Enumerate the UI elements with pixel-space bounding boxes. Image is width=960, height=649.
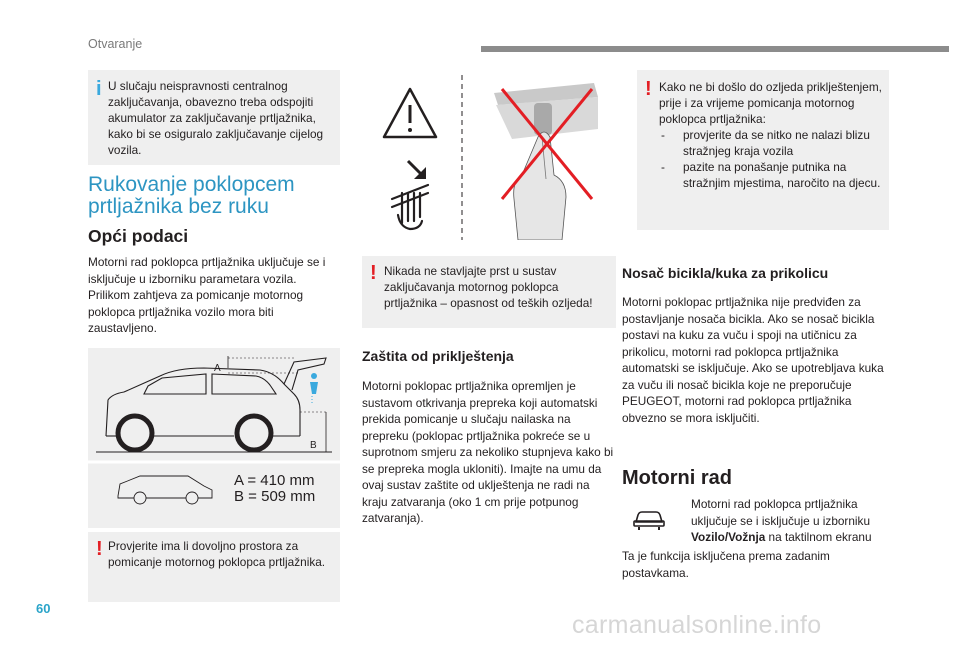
warning-intro: Kako ne bi došlo do ozljeda priklještenjem, prije i za vrijeme pomicanja motornog poklopca prtljažnika: bbox=[659, 80, 882, 126]
motor-heading: Motorni rad bbox=[622, 467, 732, 489]
motor-text-pre: Motorni rad poklopca prtljažnika uključuje se i isključuje u izborniku bbox=[691, 497, 871, 528]
pinch-warning-illustration bbox=[362, 75, 616, 240]
motor-text bbox=[691, 496, 887, 546]
warning-icon: ! bbox=[96, 538, 103, 560]
motor-text-post: na taktilnom ekranu bbox=[765, 530, 872, 544]
dim-b-label: B bbox=[310, 440, 317, 451]
watermark: carmanualsonline.info bbox=[572, 611, 822, 639]
info-box-text: U slučaju neispravnosti centralnog zaključavanja, obavezno treba odspojiti akumulator za zaključavanje prtljažnika, kako bi se osiguralo zaključavanje cijelog vozila. bbox=[108, 79, 324, 157]
bike-carrier-heading: Nosač bicikla/kuka za prikolicu bbox=[622, 265, 829, 281]
bike-carrier-text: Motorni poklopac prtljažnika nije predviđen za postavljanje nosača bicikla. Ako se nosač bicikla postavi na kuku za vuču i spoji na utičnicu za prikolicu, motorni rad poklopca prtljažnika automatski se isključuje. Ako se upotrebljava kuka za vuču ili nosač bicikla koje ne preporučuje PEUGEOT, motorni rad poklopca prtljažnika obvezno se mora isključiti. bbox=[622, 295, 884, 425]
motor-text-menu: Vozilo/Vožnja bbox=[691, 530, 766, 544]
warning-box-injury bbox=[637, 70, 889, 230]
section-heading-line2: prtljažnika bez ruku bbox=[88, 195, 269, 218]
header-bar bbox=[481, 46, 949, 52]
vehicle-settings-icon bbox=[632, 508, 666, 530]
section-heading-line1: Rukovanje poklopcem bbox=[88, 173, 295, 196]
info-icon: i bbox=[96, 78, 102, 100]
warning-box-finger-text: Nikada ne stavljajte prst u sustav zaključavanja motornog poklopca prtljažnika – opasnost od teških ozljeda! bbox=[384, 264, 593, 310]
warning-list-item: - pazite na ponašanje putnika na stražnjim mjestima, naročito na djecu. bbox=[659, 159, 885, 191]
warning-box-space bbox=[88, 532, 340, 602]
section-title: Otvaranje bbox=[88, 37, 143, 51]
page-number: 60 bbox=[36, 601, 51, 616]
warning-box-finger bbox=[362, 256, 616, 328]
hand-icon bbox=[392, 185, 428, 229]
anti-pinch-heading: Zaštita od priklještenja bbox=[362, 348, 514, 364]
dim-a-label: A bbox=[214, 363, 221, 374]
warning-icon: ! bbox=[645, 78, 652, 100]
info-box bbox=[88, 70, 340, 165]
dimension-a: A = 410 mm bbox=[234, 472, 315, 489]
warning-triangle-icon bbox=[384, 89, 436, 137]
warning-box-space-text: Provjerite ima li dovoljno prostora za pomicanje motornog poklopca prtljažnika. bbox=[108, 539, 326, 569]
warning-list-item: - provjerite da se nitko ne nalazi blizu stražnjeg kraja vozila bbox=[659, 127, 885, 159]
warning-icon: ! bbox=[370, 262, 377, 284]
section-heading bbox=[88, 174, 295, 218]
dimension-b: B = 509 mm bbox=[234, 488, 316, 505]
warning-list bbox=[659, 127, 885, 191]
motor-note: Ta je funkcija isključena prema zadanim postavkama. bbox=[622, 549, 830, 580]
general-heading: Opći podaci bbox=[88, 226, 189, 246]
anti-pinch-text: Motorni poklopac prtljažnika opremljen je sustavom otkrivanja prepreka koji automatski prekida pomicanje u slučaju nailaska na prepreku (poklopac prtljažnika pokreće se u suprotnom smjeru za nekoliko stupnjeva kako bi se prepreka mogla ukloniti). Imajte na umu da ovaj sustav zaštite od uklještenja ne radi na kraju zatvaranja (oko 1 cm prije potpunog zatvaranja). bbox=[362, 379, 614, 525]
general-text: Motorni rad poklopca prtljažnika uključuje se i isključuje u izborniku parametara vozila. Prilikom zahtjeva za pomicanje motornog poklopca prtljažnika vozilo mora biti zaustavljeno. bbox=[88, 255, 326, 335]
